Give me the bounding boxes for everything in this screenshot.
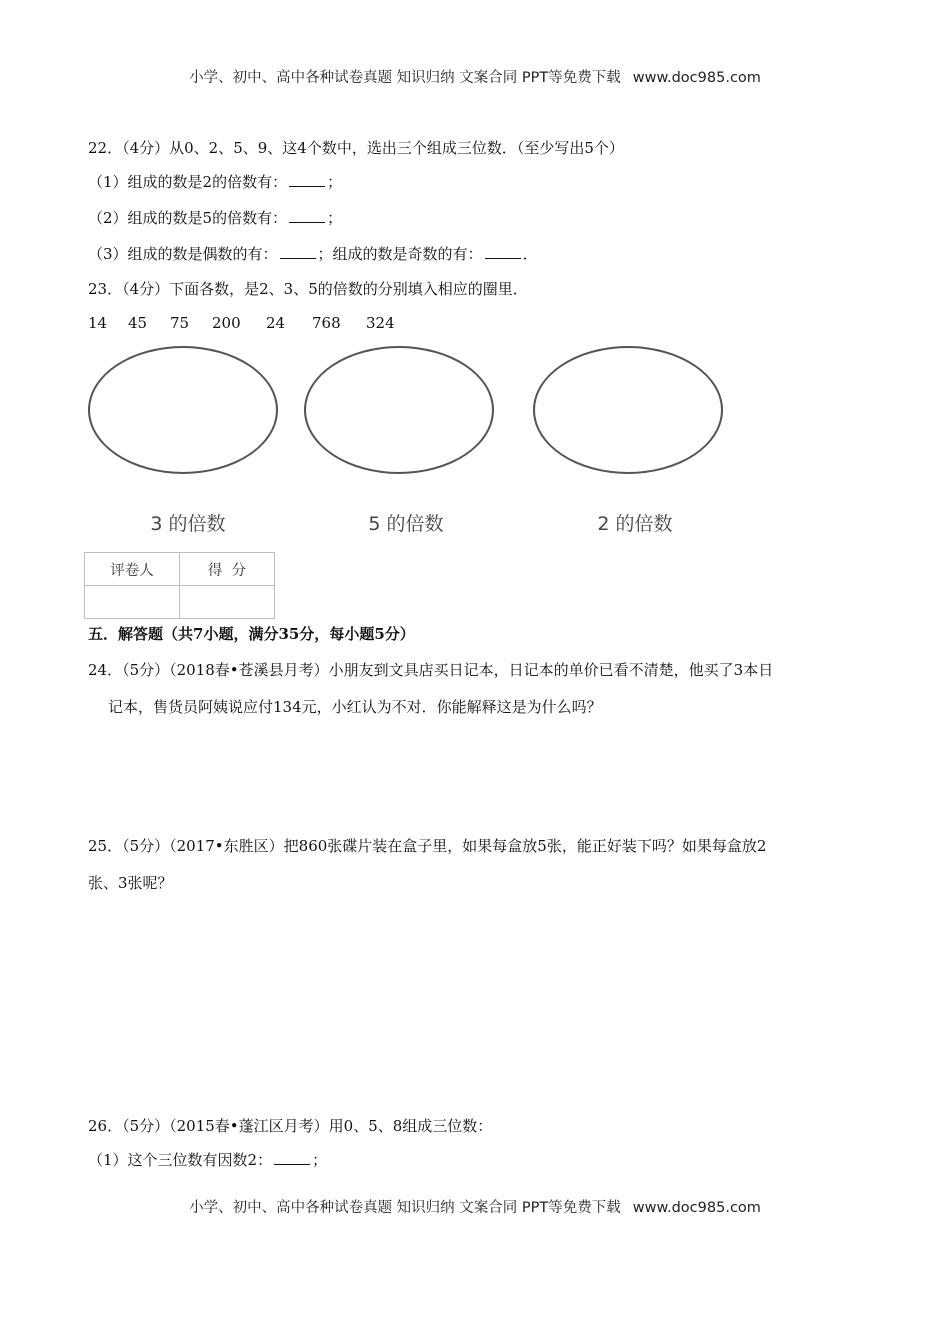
q24-line2: 记本，售货员阿姨说应付134元，小红认为不对．你能解释这是为什么吗？ [108, 698, 602, 716]
multiples-of-5-circle[interactable] [304, 346, 494, 474]
multiples-of-3-label: 3 的倍数 [150, 513, 226, 535]
q23-number: 200 [212, 314, 241, 332]
header-banner-text: 小学、初中、高中各种试卷真题 知识归纳 文案合同 PPT等免费下载 [189, 70, 621, 86]
q22-part3-even-blank[interactable] [280, 244, 316, 259]
grader-header: 评卷人 [85, 553, 180, 586]
grader-cell[interactable] [85, 586, 180, 619]
section-5-title: 五．解答题（共7小题，满分35分，每小题5分） [88, 625, 415, 643]
q23-stem: 23．（4分）下面各数，是2、3、5的倍数的分别填入相应的圈里． [88, 280, 528, 298]
q25-line2: 张、3张呢？ [88, 874, 173, 892]
footer-banner [0, 1196, 950, 1217]
q22-stem: 22．（4分）从0、2、5、9、这4个数中，选出三个组成三位数．（至少写出5个） [88, 139, 624, 157]
q22-part3-text-a: （3）组成的数是偶数的有： [88, 245, 278, 263]
q24-line1: 24．（5分）（2018春•苍溪县月考）小朋友到文具店买日记本，日记本的单价已看不清楚，他买了3本日 [88, 661, 774, 679]
q22-part1-blank[interactable] [289, 172, 325, 187]
q23-number: 45 [128, 314, 148, 332]
q22-part3-end: ． [522, 245, 538, 263]
q23-number: 75 [170, 314, 190, 332]
multiples-of-2-label: 2 的倍数 [597, 513, 673, 535]
q26-part1-blank[interactable] [274, 1150, 310, 1165]
q26-part1 [88, 1150, 327, 1170]
q26-stem: 26．（5分）（2015春•蓬江区月考）用0、5、8组成三位数： [88, 1117, 493, 1135]
footer-banner-url[interactable]: www.doc985.com [632, 1200, 761, 1216]
q26-part1-end: ； [312, 1151, 328, 1169]
score-table [84, 552, 275, 619]
q22-part1 [88, 172, 342, 192]
q22-part3-mid: ；组成的数是奇数的有： [317, 245, 483, 263]
header-banner-url[interactable]: www.doc985.com [632, 70, 761, 86]
q22-part2-blank[interactable] [289, 208, 325, 223]
score-header: 得 分 [180, 553, 275, 586]
q22-part1-end: ； [327, 173, 343, 191]
q23-number: 14 [88, 314, 108, 332]
q23-number: 24 [266, 314, 286, 332]
q22-part2-end: ； [327, 209, 343, 227]
q23-number: 768 [312, 314, 341, 332]
multiples-of-3-circle[interactable] [88, 346, 278, 474]
footer-banner-text: 小学、初中、高中各种试卷真题 知识归纳 文案合同 PPT等免费下载 [189, 1200, 621, 1216]
q22-part2 [88, 208, 342, 228]
q26-part1-text: （1）这个三位数有因数2： [88, 1151, 273, 1169]
multiples-of-2-circle[interactable] [533, 346, 723, 474]
q22-part3-odd-blank[interactable] [485, 244, 521, 259]
q23-number: 324 [366, 314, 395, 332]
q22-part2-text: （2）组成的数是5的倍数有： [88, 209, 288, 227]
score-cell[interactable] [180, 586, 275, 619]
q22-part1-text: （1）组成的数是2的倍数有： [88, 173, 288, 191]
header-banner [0, 66, 950, 87]
q25-line1: 25．（5分）（2017•东胜区）把860张碟片装在盒子里，如果每盒放5张，能正好装下吗？如果每盒放2 [88, 837, 767, 855]
q22-part3 [88, 244, 538, 264]
multiples-of-5-label: 5 的倍数 [368, 513, 444, 535]
